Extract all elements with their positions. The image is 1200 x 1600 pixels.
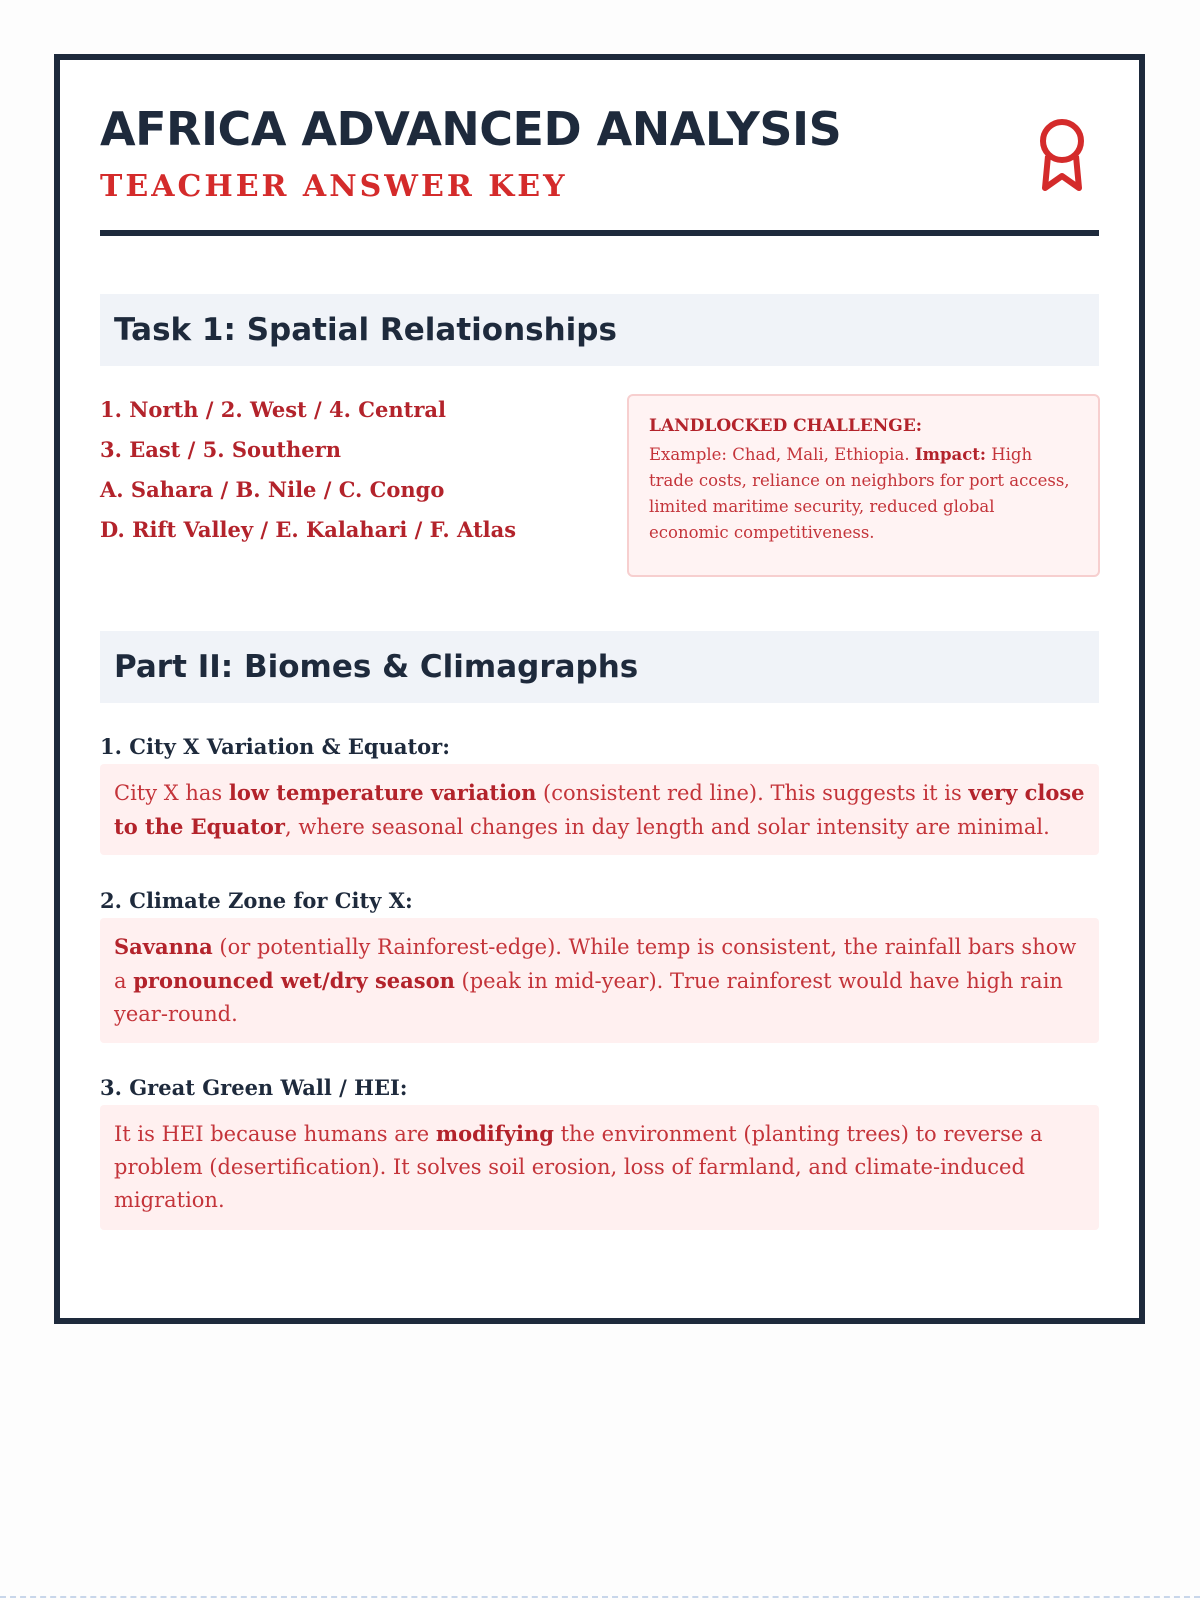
answer-text: City X has (114, 781, 229, 805)
question-1-answer (100, 764, 1099, 855)
page-break-divider (0, 1596, 1200, 1598)
list-item: A. Sahara / B. Nile / C. Congo (100, 477, 445, 502)
answer-text: It is HEI because humans are (114, 1122, 436, 1146)
page-title: AFRICA ADVANCED ANALYSIS (100, 102, 842, 156)
challenge-text (649, 442, 1078, 546)
answer-key-sheet (54, 54, 1145, 1324)
answer-text: (consistent red line). This suggests it is (536, 781, 969, 805)
answer-text: (or potentially Rainforest-edge). While temp is consistent, the rainfall bars show a (114, 935, 1077, 993)
answer-text: , where seasonal changes in day length and solar intensity are minimal. (285, 815, 1050, 839)
answer-emphasis: low temperature variation (228, 780, 537, 805)
question-2-label: 2. Climate Zone for City X: (100, 888, 413, 913)
award-ribbon-icon (1035, 116, 1089, 192)
challenge-title: LANDLOCKED CHALLENGE: (649, 416, 923, 436)
section-title: Part II: Biomes & Climagraphs (114, 649, 639, 685)
landlocked-challenge-box (627, 394, 1100, 577)
section-header-task1 (100, 294, 1099, 366)
task1-answer-list (100, 390, 516, 550)
list-item: 1. North / 2. West / 4. Central (100, 397, 446, 422)
question-3-answer (100, 1105, 1099, 1230)
answer-emphasis: very close to the Equator (114, 780, 1085, 839)
answer-emphasis: pronounced wet/dry season (133, 968, 455, 993)
challenge-example: Example: Chad, Mali, Ethiopia. (649, 445, 910, 464)
question-3-label: 3. Great Green Wall / HEI: (100, 1075, 408, 1100)
answer-emphasis: Savanna (114, 934, 213, 959)
answer-emphasis: modifying (435, 1121, 554, 1146)
challenge-impact-text: High trade costs, reliance on neighbors for port access, limited maritime security, reduced global economic competitiveness. (649, 445, 1070, 542)
question-1-label: 1. City X Variation & Equator: (100, 734, 450, 759)
answer-text: (peak in mid-year). True rainforest would have high rain year-round. (114, 969, 1063, 1026)
page-subtitle: TEACHER ANSWER KEY (100, 169, 568, 204)
question-2-answer (100, 918, 1099, 1043)
challenge-impact-label: Impact: (914, 445, 987, 464)
section-header-part2 (100, 631, 1099, 703)
list-item: 3. East / 5. Southern (100, 437, 341, 462)
section-title: Task 1: Spatial Relationships (114, 312, 617, 348)
header-divider (100, 230, 1099, 236)
answer-text: the environment (planting trees) to reverse a problem (desertification). It solves soil erosion, loss of farmland, and climate-induced migration. (114, 1122, 1043, 1212)
list-item: D. Rift Valley / E. Kalahari / F. Atlas (100, 517, 517, 542)
